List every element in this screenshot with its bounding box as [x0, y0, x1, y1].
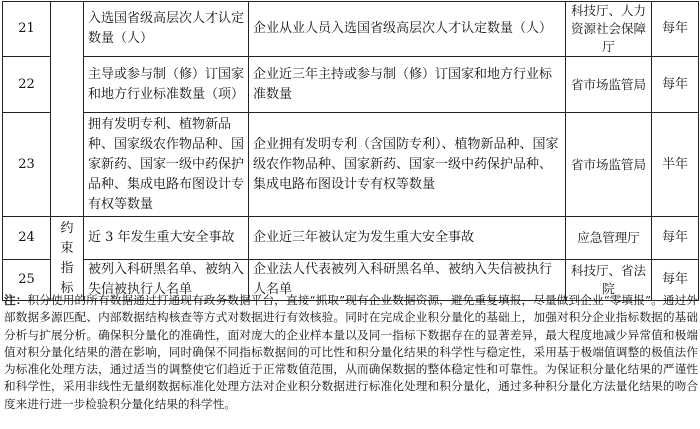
- indicator-name: 拥有发明专利、植物新品种、国家级农作物品种、国家新药、国家一级中药保护品种、集成电路布图设计专有权等数量: [84, 113, 249, 217]
- category-cell-constraint: 约束指标: [51, 217, 84, 301]
- indicator-name: 被列入科研黑名单、被纳入失信被执行人名单: [84, 260, 249, 301]
- row-number: 25: [3, 260, 51, 301]
- indicator-name: 主导或参与制（修）订国家和地方行业标准数量（项）: [84, 57, 249, 113]
- table-row: [3, 217, 699, 260]
- category-cell: [51, 2, 84, 217]
- indicator-definition: 企业近三年主持或参与制（修）订国家和地方行业标准数量: [249, 57, 566, 113]
- row-number: 24: [3, 217, 51, 260]
- indicator-table: [2, 1, 699, 301]
- footnote-text: 积分使用的所有数据通过打通现有政务数据平台，直接“抓取”现有企业数据资源，避免重复填报，尽量做到企业“零填报”。通过外部数据多源匹配、内部数据结构核查等方式对数据进行有效核验。同时在完成企业积分量化的基础上，加强对积分企业指标数据的基础分析与扩展分析。确保积分量化的准确性，面对庞大的企业样本量以及同一指标下数据存在的显著差异，最大程度地减少异常值和极端值对积分量化结果的潜在影响，同时确保不同指标数据间的可比性和积分量化结果的科学性与稳定性，采用基于极端值调整的极值法作为标准化处理方法，通过适当的调整使它们趋近于正常数值范围，从而确保数据的整体稳定性和可靠性。为保证积分量化结果的严谨性和科学性，采用非线性无量纲数据标准化处理方法对企业积分数据进行标准化处理和积分量化，通过多种积分量化方法量化结果的吻合度来进行进一步检验积分量化结果的科学性。: [4, 293, 698, 411]
- indicator-definition: 企业从业人员入选国省级高层次人才认定数量（人）: [249, 2, 566, 57]
- update-frequency: 每年: [652, 260, 699, 301]
- indicator-definition: 企业近三年被认定为发生重大安全事故: [249, 217, 566, 260]
- row-number: 23: [3, 113, 51, 217]
- indicator-definition: 企业拥有发明专利（含国防专利）、植物新品种、国家级农作物品种、国家新药、国家一级中药保护品种、集成电路布图设计专有权等数量: [249, 113, 566, 217]
- table-row: [3, 113, 699, 217]
- responsible-department: 科技厅、人力资源社会保障厅: [566, 2, 652, 57]
- responsible-department: 省市场监管局: [566, 113, 652, 217]
- table-row: [3, 2, 699, 57]
- table-row: [3, 57, 699, 113]
- responsible-department: 应急管理厅: [566, 217, 652, 260]
- update-frequency: 每年: [652, 2, 699, 57]
- row-number: 22: [3, 57, 51, 113]
- table-footnote: [4, 292, 698, 413]
- update-frequency: 半年: [652, 113, 699, 217]
- responsible-department: 科技厅、省法院: [566, 260, 652, 301]
- indicator-name: 入选国省级高层次人才认定数量（人）: [84, 2, 249, 57]
- row-number: 21: [3, 2, 51, 57]
- responsible-department: 省市场监管局: [566, 57, 652, 113]
- indicator-definition: 企业法人代表被列入科研黑名单、被纳入失信被执行人名单: [249, 260, 566, 301]
- update-frequency: 每年: [652, 57, 699, 113]
- update-frequency: 每年: [652, 217, 699, 260]
- indicator-name: 近 3 年发生重大安全事故: [84, 217, 249, 260]
- footnote-label: 注：: [4, 293, 28, 307]
